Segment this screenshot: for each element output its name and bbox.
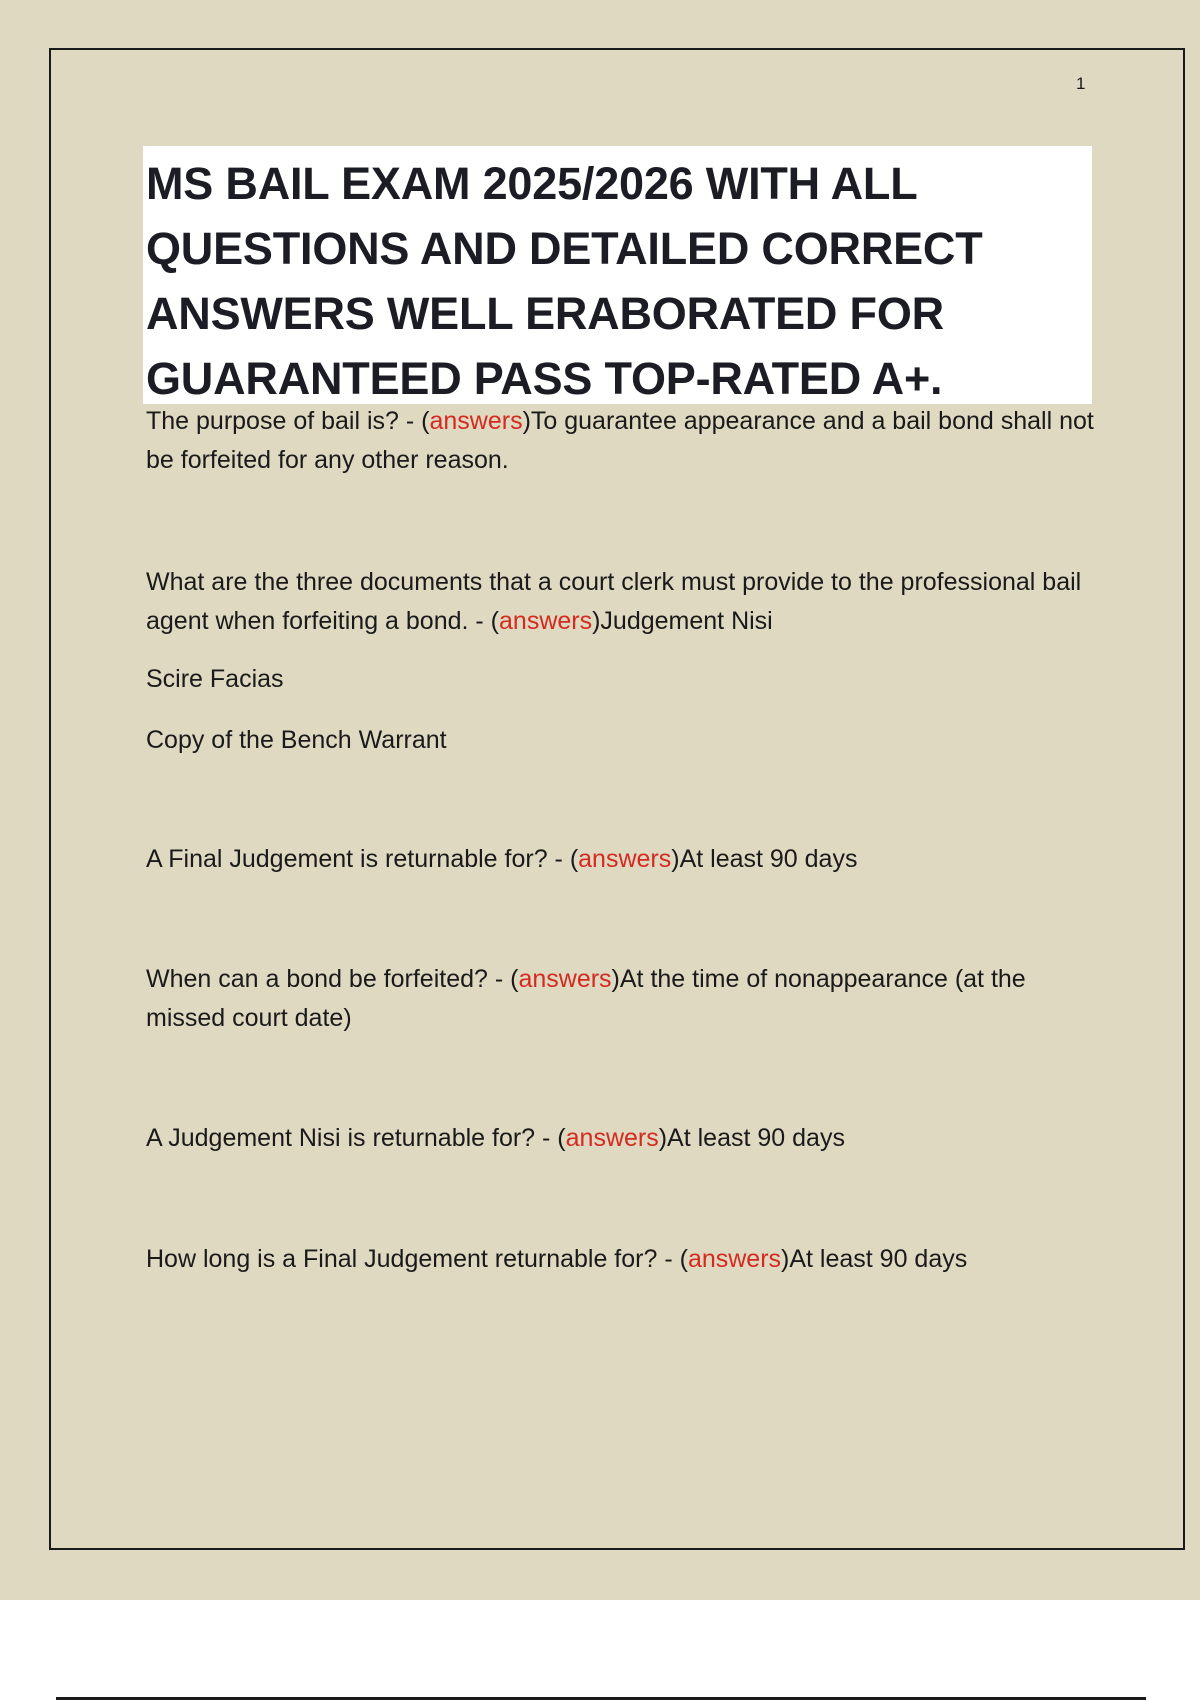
qa-item (146, 402, 1096, 480)
document-title: MS BAIL EXAM 2025/2026 WITH ALL QUESTIONS AND DETAILED CORRECT ANSWERS WELL ERABORATED FOR GUARANTEED PASS TOP-RATED A+. (146, 158, 983, 404)
question-text: What are the three documents that a court clerk must provide to the professional bail agent when forfeiting a bond. - ( (146, 568, 1082, 635)
qa-item (146, 960, 1096, 1038)
question-text: A Final Judgement is returnable for? - ( (146, 845, 579, 873)
answer-line: Copy of the Bench Warrant (146, 726, 447, 754)
answer-text: )At the time of nonappearance (at the missed court date) (146, 965, 1026, 1032)
question-text: A Judgement Nisi is returnable for? - ( (146, 1124, 566, 1152)
question-text: How long is a Final Judgement returnable for? - ( (146, 1245, 688, 1273)
qa-item (146, 1240, 1096, 1279)
answer-line: Scire Facias (146, 665, 284, 693)
page-number: 1 (1076, 74, 1086, 93)
answers-marker: answers (565, 1124, 659, 1152)
answers-marker: answers (429, 407, 523, 435)
answer-text: )To guarantee appearance and a bail bond shall not be forfeited for any other reason. (146, 407, 1094, 474)
answers-marker: answers (499, 607, 593, 635)
answer-text: )At least 90 days (781, 1245, 968, 1273)
question-text: The purpose of bail is? - ( (146, 407, 430, 435)
answer-text: )At least 90 days (658, 1124, 845, 1152)
answer-text: )Judgement Nisi (592, 607, 773, 635)
question-text: When can a bond be forfeited? - ( (146, 965, 519, 993)
answer-text: )At least 90 days (671, 845, 858, 873)
answers-marker: answers (578, 845, 672, 873)
qa-item (146, 840, 1096, 879)
qa-item (146, 563, 1096, 641)
answers-marker: answers (687, 1245, 782, 1273)
answers-marker: answers (518, 965, 612, 993)
qa-item (146, 1119, 1096, 1158)
